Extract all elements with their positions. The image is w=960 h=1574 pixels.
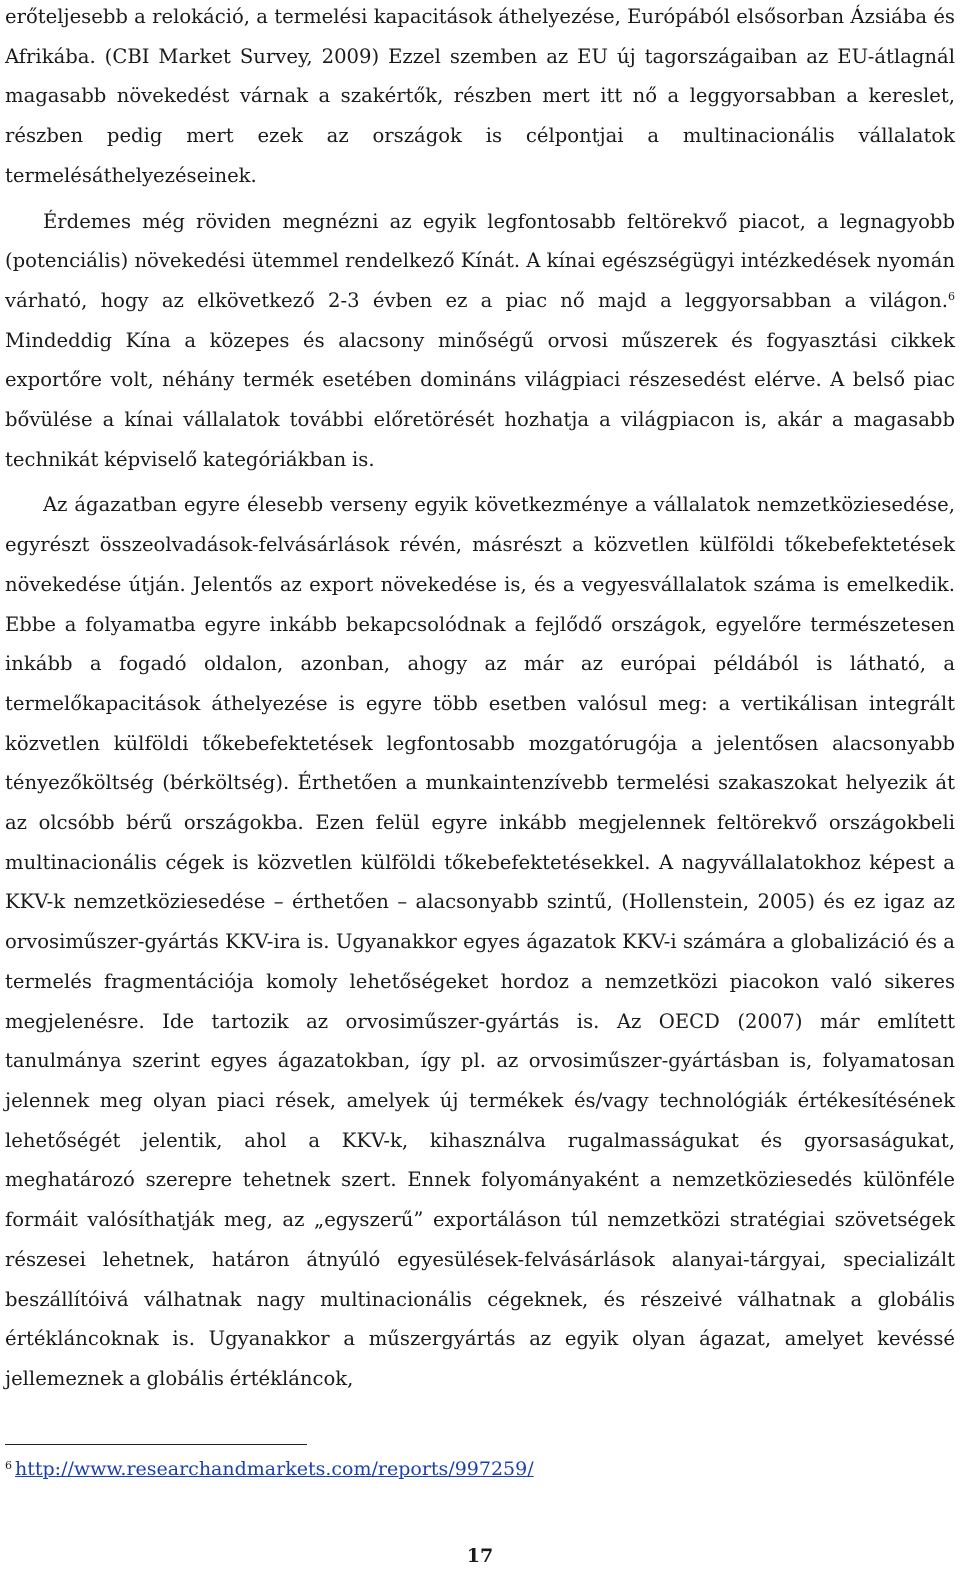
footnote-separator (5, 1444, 307, 1445)
paragraph-internationalization: Az ágazatban egyre élesebb verseny egyik következménye a vállalatok nemzetköziesedése, egyrészt összeolvadások-felvásárlások révén, másrészt a közvetlen külföldi tőkebefektetések növekedése útján. Jelentős az export növekedése is, és a vegyesvállalatok száma is emelkedik. Ebbe a folyamatba egyre inkább bekapcsolódnak a fejlődő országok, egyelőre természetesen inkább a fogadó oldalon, azonban, ahogy az már az európai példából is látható, a termelőkapacitások áthelyezése is egyre több esetben valósul meg: a vertikálisan integrált közvetlen külföldi tőkebefektetések legfontosabb mozgatórugója a jelentősen alacsonyabb tényezőköltség (bérköltség). Érthetően a munkaintenzívebb termelési szakaszokat helyezik át az olcsóbb bérű országokba. Ezen felül egyre inkább megjelennek feltörekvő országokbeli multinacionális cégek is közvetlen külföldi tőkebefektetésekkel. A nagyvállalatokhoz képest a KKV-k nemzetköziesedése – érthetően – alacsonyabb szintű, (Hollenstein, 2005) és ez igaz az orvosiműszer-gyártás KKV-ira is. Ugyanakkor egyes ágazatok KKV-i számára a globalizáció és a termelés fragmentációja komoly lehetőségeket hordoz a nemzetközi piacokon való sikeres megjelenésre. Ide tartozik az orvosiműszer-gyártás is. Az OECD (2007) már említett tanulmánya szerint egyes ágazatokban, így pl. az orvosiműszer-gyártásban is, folyamatosan jelennek meg olyan piaci rések, amelyek új termékek és/vagy technológiák értékesítésének lehetőségét jelentik, ahol a KKV-k, kihasználva rugalmasságukat és gyorsaságukat, meghatározó szerepre tehetnek szert. Ennek folyományaként a nemzetköziesedés különféle formáit valósíthatják meg, az „egyszerű” exportáláson túl nemzetközi stratégiai szövetségek részesei lehetnek, határon átnyúló egyesülések-felvásárlások alanyai-tárgyai, specializált beszállítóivá válhatnak nagy multinacionális cégeknek, és részeivé válhatnak a globális értékláncoknak is. Ugyanakkor a műszergyártás az egyik olyan ágazat, amelyet kevéssé jellemeznek a globális értékláncok, (5, 493, 955, 1390)
document-page (5, 0, 955, 1399)
footnote-link[interactable]: http://www.researchandmarkets.com/reports/997259/ (15, 1458, 534, 1480)
footnote-reference[interactable]: 6 (948, 289, 955, 303)
paragraph-china-market (5, 202, 955, 480)
footnote-number: 6 (5, 1459, 12, 1472)
paragraph-china-text-after: Mindeddig Kína a közepes és alacsony minőségű orvosi műszerek és fogyasztási cikkek exportőre volt, néhány termék esetében domináns világpiaci részesedést elérve. A belső piac bővülése a kínai vállalatok további előretörését hozhatja a világpiacon is, akár a magasabb technikát képviselő kategóriákban is. (5, 328, 955, 471)
page-number: 17 (466, 1545, 494, 1567)
paragraph-relocation: erőteljesebb a relokáció, a termelési kapacitások áthelyezése, Európából elsősorban Ázsiába és Afrikába. (CBI Market Survey, 2009) Ezzel szemben az EU új tagországaiban az EU-átlagnál magasabb növekedést várnak a szakértők, részben mert itt nő a leggyorsabban a kereslet, részben pedig mert ezek az országok is célpontjai a multinacionális vállalatok termelésáthelyezéseinek. (5, 5, 955, 187)
paragraph-china-text-before: Érdemes még röviden megnézni az egyik legfontosabb feltörekvő piacot, a legnagyobb (potenciális) növekedési ütemmel rendelkező Kínát. A kínai egészségügyi intézkedések nyomán várható, hogy az elkövetkező 2-3 évben ez a piac nő majd a leggyorsabban a világon. (5, 209, 955, 312)
footnote (5, 1456, 534, 1482)
